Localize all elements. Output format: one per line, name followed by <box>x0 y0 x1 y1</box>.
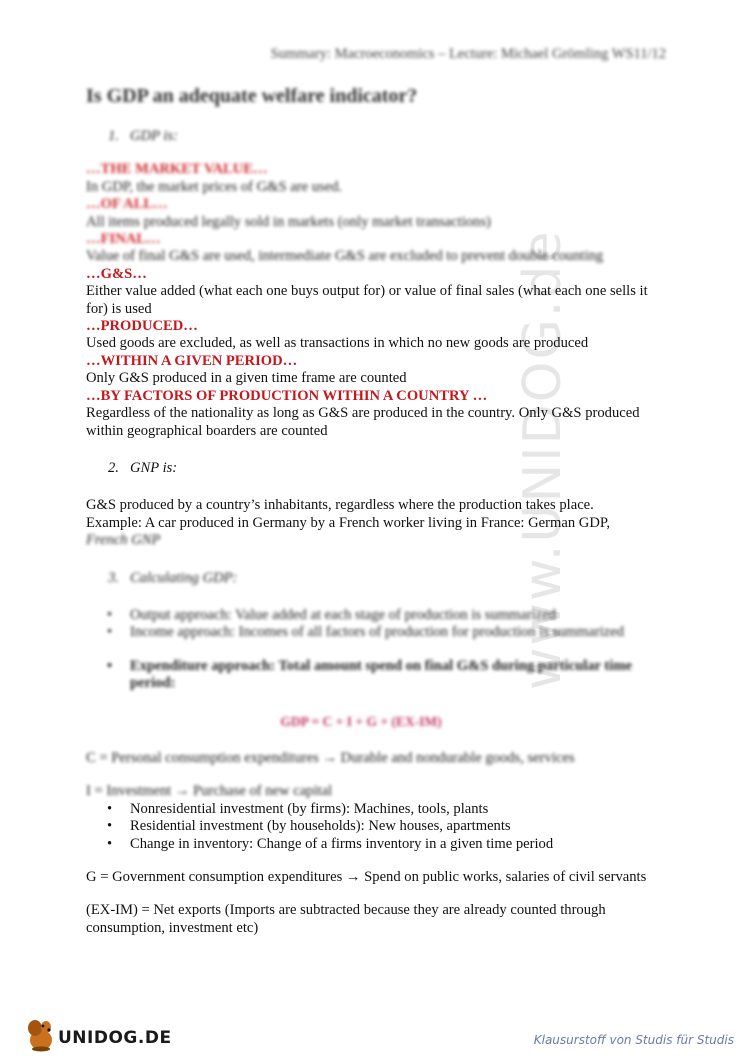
item-gs: …G&S… Either value added (what each one buys output for) or value of final sales (what each one sells it for) is used <box>86 265 648 317</box>
page-title: Is GDP an adequate welfare indicator? <box>86 85 418 107</box>
approach-list <box>86 607 666 642</box>
page-header: Summary: Macroeconomics – Lecture: Michael Grömling WS11/12 <box>270 46 666 62</box>
item-produced: …PRODUCED… Used goods are excluded, as well as transactions in which no new goods are produced <box>86 318 589 352</box>
gdp-formula: GDP = C + I + G + (EX-IM) <box>280 713 442 729</box>
list-item: • Expenditure approach: Total amount spend on final G&S during particular time period: <box>130 658 666 693</box>
section-1-heading: 1. GDP is: <box>108 128 178 144</box>
unidog-logo[interactable]: UNIDOG.DE <box>22 1014 152 1054</box>
consumption-line: C = Personal consumption expenditures → Durable and nondurable goods, services <box>86 749 575 766</box>
item-market-value: …THE MARKET VALUE… In GDP, the market prices of G&S are used. <box>86 161 343 195</box>
section-2-heading: 2. GNP is: <box>108 459 178 476</box>
investment-list <box>86 801 666 853</box>
document-body <box>86 128 666 937</box>
item-within-period: …WITHIN A GIVEN PERIOD… Only G&S produced in a given time frame are counted <box>86 352 407 387</box>
section-1-items <box>86 161 666 440</box>
watermark: www.UNIDOG.de <box>513 229 573 690</box>
expenditure-approach <box>86 658 666 693</box>
list-item: • Residential investment (by households): New houses, apartments <box>130 818 666 835</box>
footer-tagline: Klausurstoff von Studis für Studis <box>533 1033 734 1047</box>
list-item: • Nonresidential investment (by firms): Machines, tools, plants <box>130 801 666 818</box>
net-exports-line: (EX-IM) = Net exports (Imports are subtracted because they are already counted through consumption, investment etc) <box>86 902 606 936</box>
item-final: …FINAL… Value of final G&S are used, intermediate G&S are excluded to prevent double counting <box>86 231 604 265</box>
section-3-heading: 3. Calculating GDP: <box>108 569 238 586</box>
list-item: • Change in inventory: Change of a firms inventory in a given time period <box>130 836 666 853</box>
list-item: • Income approach: Incomes of all factors of production for production is summarized <box>130 624 666 641</box>
government-line: G = Government consumption expenditures → Spend on public works, salaries of civil servants <box>86 869 647 885</box>
item-factors-of-production: …BY FACTORS OF PRODUCTION WITHIN A COUNTRY … Regardless of the nationality as long as G&S are produced in the country. Only G&S produced within geographical boarders are counted <box>86 387 640 439</box>
item-of-all: …OF ALL… All items produced legally sold in markets (only market transactions) <box>86 196 491 230</box>
section-2-body: G&S produced by a country’s inhabitants, regardless where the production takes place. Example: A car produced in Germany by a French worker living in France: German GDP, French GNP <box>86 497 611 549</box>
dog-icon <box>22 1014 62 1054</box>
investment-line: I = Investment → Purchase of new capital <box>86 783 333 800</box>
list-item: • Output approach: Value added at each stage of production is summarized <box>130 607 666 624</box>
